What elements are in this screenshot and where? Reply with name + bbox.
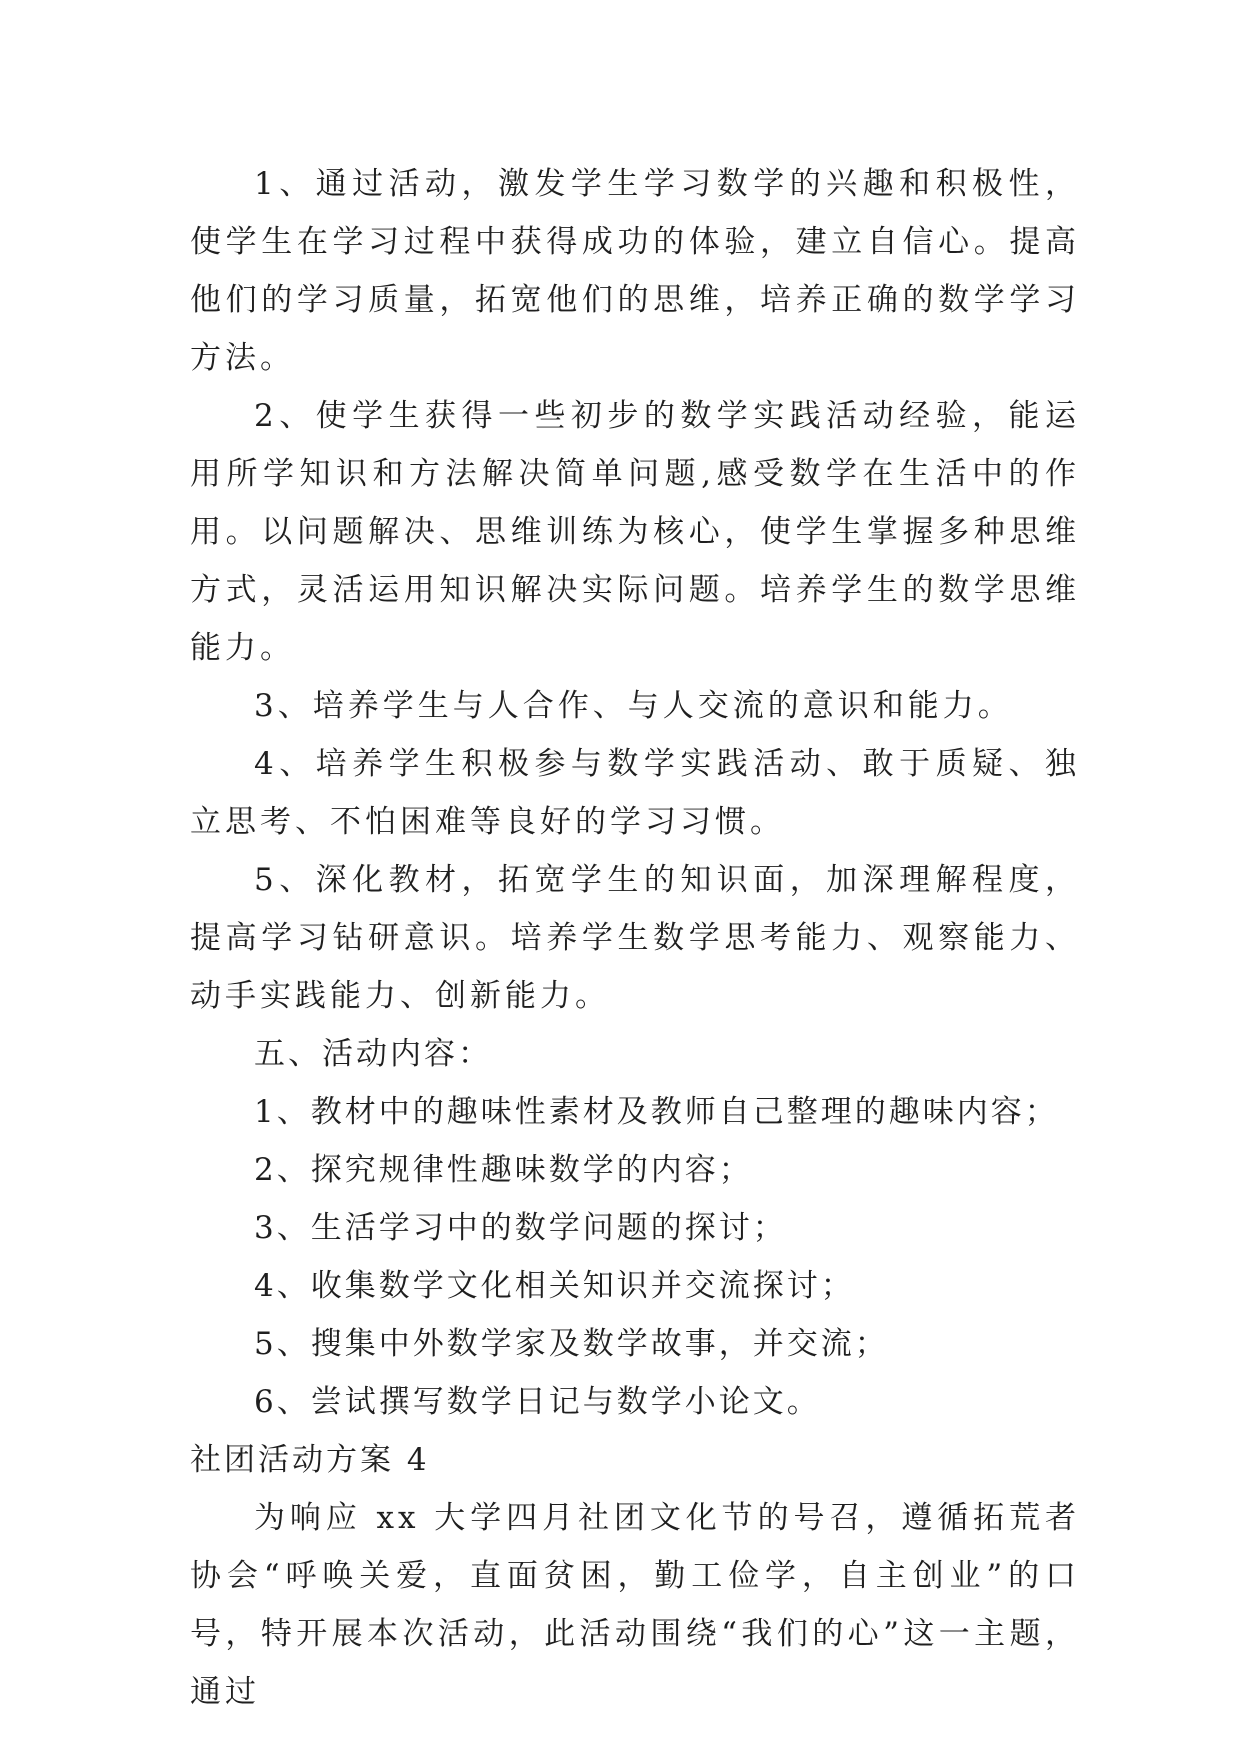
content-item-4: 4、收集数学文化相关知识并交流探讨； xyxy=(254,1268,855,1304)
content-item-2: 2、探究规律性趣味数学的内容； xyxy=(254,1152,753,1188)
goal-paragraph-1: 1、通过活动，激发学生学习数学的兴趣和积极性，使学生在学习过程中获得成功的体验，建立自信心。提高他们的学习质量，拓宽他们的思维，培养正确的数学学习方法。 xyxy=(190,166,1080,376)
content-item-1: 1、教材中的趣味性素材及教师自己整理的趣味内容； xyxy=(254,1094,1059,1130)
plan-4-heading: 社团活动方案 4 xyxy=(190,1442,430,1478)
goal-paragraph-4: 4、培养学生积极参与数学实践活动、敢于质疑、独立思考、不怕困难等良好的学习习惯。 xyxy=(190,746,1080,840)
goal-paragraph-2: 2、使学生获得一些初步的数学实践活动经验，能运用所学知识和方法解决简单问题,感受数学在生活中的作用。以问题解决、思维训练为核心，使学生掌握多种思维方式，灵活运用知识解决实际问题。培养学生的数学思维能力。 xyxy=(190,398,1080,666)
section-five-heading: 五、活动内容： xyxy=(254,1036,492,1072)
content-item-6: 6、尝试撰写数学日记与数学小论文。 xyxy=(254,1384,821,1420)
content-item-3: 3、生活学习中的数学问题的探讨； xyxy=(254,1210,787,1246)
goal-paragraph-5: 5、深化教材，拓宽学生的知识面，加深理解程度，提高学习钻研意识。培养学生数学思考能力、观察能力、动手实践能力、创新能力。 xyxy=(190,862,1080,1014)
document-body xyxy=(190,155,1080,1721)
content-item-5: 5、搜集中外数学家及数学故事，并交流； xyxy=(254,1326,889,1362)
goal-paragraph-3: 3、培养学生与人合作、与人交流的意识和能力。 xyxy=(254,688,1013,724)
plan-4-intro-paragraph: 为响应 xx 大学四月社团文化节的号召，遵循拓荒者协会“呼唤关爱，直面贫困，勤工俭学，自主创业”的口号，特开展本次活动，此活动围绕“我们的心”这一主题，通过 xyxy=(190,1500,1080,1710)
